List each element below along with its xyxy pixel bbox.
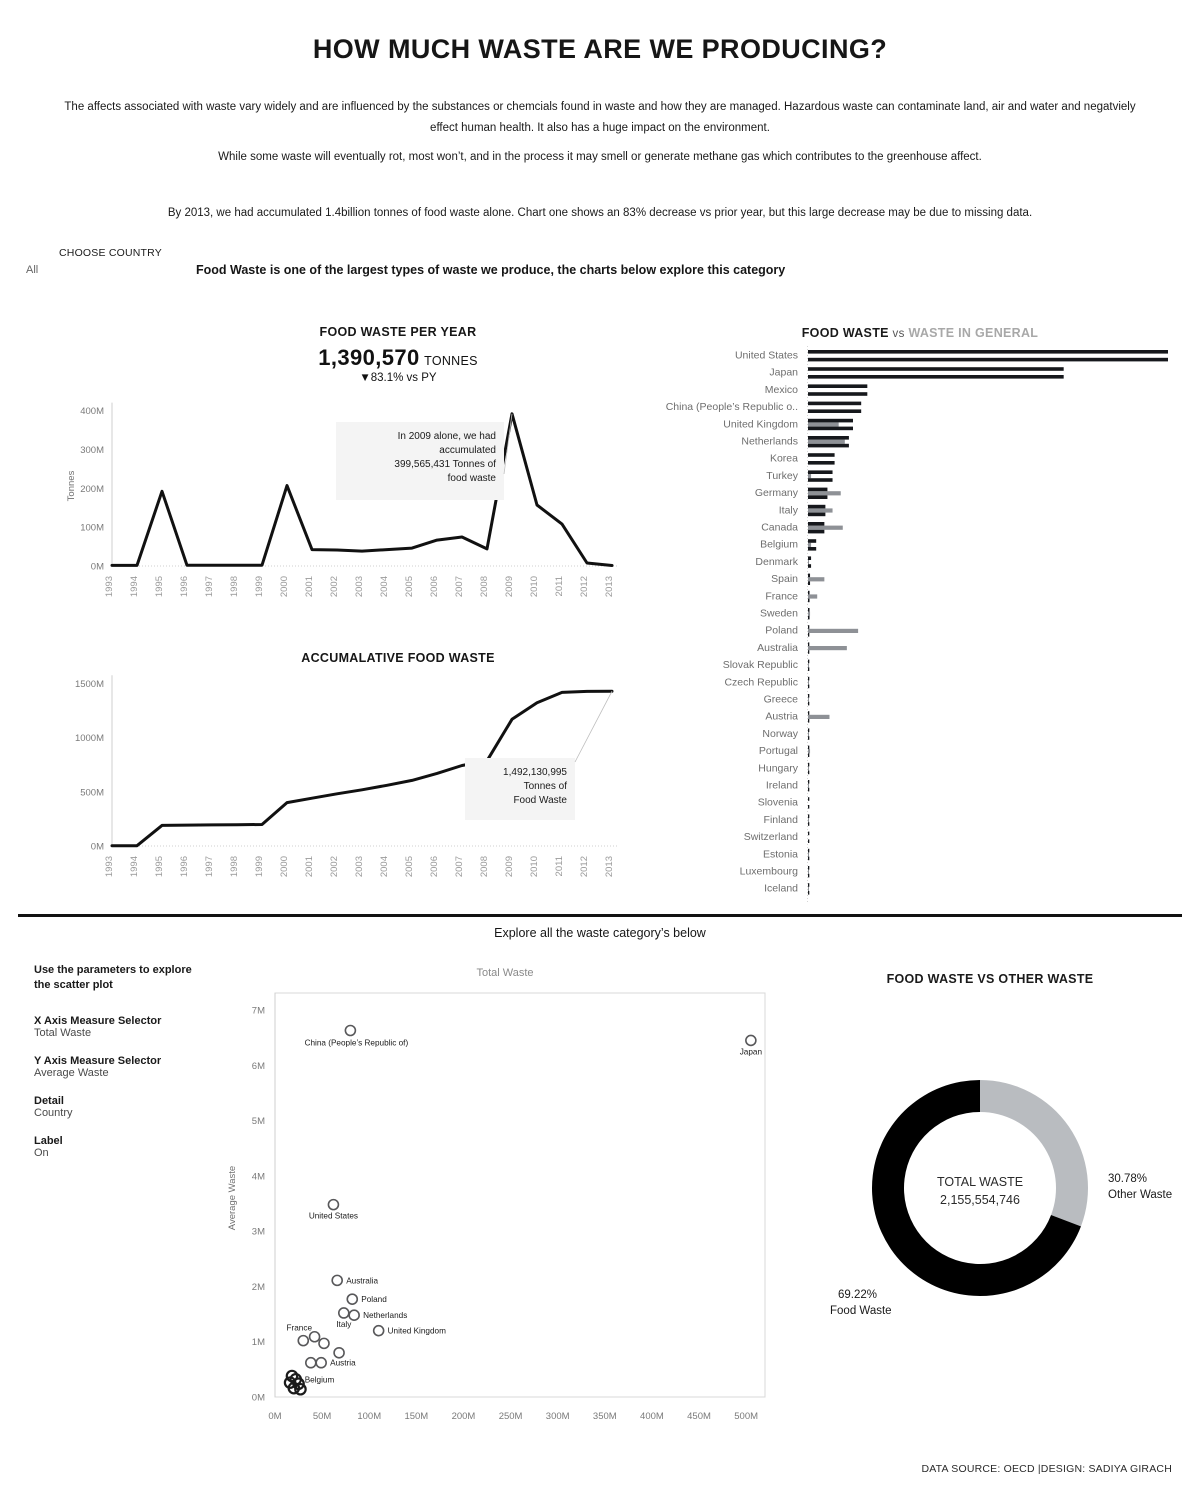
svg-text:Tonnes: Tonnes [66, 470, 77, 502]
svg-text:accumulated: accumulated [439, 445, 496, 456]
svg-text:Estonia: Estonia [762, 848, 798, 861]
svg-text:1995: 1995 [154, 856, 165, 878]
svg-text:2011: 2011 [554, 856, 565, 877]
svg-text:Japan: Japan [769, 366, 798, 379]
svg-text:1997: 1997 [204, 576, 215, 598]
svg-text:350M: 350M [592, 1411, 617, 1422]
svg-text:0M: 0M [90, 561, 104, 573]
param-x-axis-value[interactable]: Total Waste [34, 1027, 92, 1039]
svg-text:2006: 2006 [429, 856, 440, 878]
svg-text:2003: 2003 [354, 856, 365, 878]
svg-text:Luxembourg: Luxembourg [739, 865, 798, 878]
svg-text:Italy: Italy [336, 1319, 352, 1329]
svg-text:0M: 0M [251, 1392, 265, 1404]
svg-text:1994: 1994 [129, 856, 140, 878]
section-subtitle: Food Waste is one of the largest types of waste we produce, the charts below explore this category [196, 263, 786, 277]
svg-text:Switzerland: Switzerland [743, 831, 798, 844]
param-label-label: Label [34, 1135, 63, 1147]
country-filter-dropdown[interactable]: All [26, 264, 39, 276]
svg-text:TOTAL WASTE: TOTAL WASTE [936, 1175, 1024, 1189]
svg-text:2003: 2003 [354, 576, 365, 598]
svg-text:Sweden: Sweden [760, 607, 798, 620]
svg-text:Ireland: Ireland [765, 779, 798, 792]
svg-text:2011: 2011 [554, 576, 565, 597]
svg-text:200M: 200M [80, 483, 104, 495]
svg-text:1999: 1999 [254, 576, 265, 598]
svg-text:Slovak Republic: Slovak Republic [722, 659, 798, 672]
svg-text:1997: 1997 [204, 856, 215, 878]
svg-text:2008: 2008 [479, 856, 490, 878]
svg-text:400M: 400M [80, 406, 104, 418]
explore-section-header: Explore all the waste category’s below [494, 926, 706, 940]
svg-text:United States: United States [734, 349, 798, 362]
svg-text:1993: 1993 [104, 856, 115, 878]
svg-text:Korea: Korea [769, 452, 798, 465]
svg-text:1998: 1998 [229, 576, 240, 598]
kpi-delta: ▼83.1% vs PY [359, 372, 437, 384]
param-x-axis[interactable] [34, 1015, 194, 1039]
svg-text:2002: 2002 [329, 576, 340, 598]
scatter-chart-header: Total Waste [476, 967, 534, 979]
svg-text:500M: 500M [80, 787, 104, 799]
svg-text:2001: 2001 [304, 856, 315, 878]
svg-text:100M: 100M [357, 1411, 382, 1422]
section-divider [18, 914, 1182, 917]
svg-text:Denmark: Denmark [755, 555, 798, 568]
svg-text:300M: 300M [80, 444, 104, 456]
svg-text:2000: 2000 [279, 856, 290, 878]
svg-text:450M: 450M [687, 1411, 711, 1422]
svg-text:2,155,554,746: 2,155,554,746 [940, 1193, 1020, 1207]
svg-text:Canada: Canada [761, 521, 798, 534]
page-title: HOW MUCH WASTE ARE WE PRODUCING? [312, 34, 888, 64]
svg-text:Food Waste: Food Waste [513, 795, 567, 806]
choose-country-label: CHOOSE COUNTRY [59, 247, 162, 259]
svg-text:2012: 2012 [579, 856, 590, 878]
svg-text:0M: 0M [90, 841, 104, 853]
svg-text:1999: 1999 [254, 856, 265, 878]
svg-text:2009: 2009 [504, 856, 515, 878]
svg-text:1996: 1996 [179, 856, 190, 878]
svg-text:500M: 500M [734, 1411, 759, 1422]
svg-text:2005: 2005 [404, 856, 415, 878]
svg-text:Austria: Austria [330, 1358, 356, 1368]
svg-text:Poland: Poland [361, 1295, 387, 1305]
food-waste-per-year-title: FOOD WASTE PER YEAR [319, 325, 477, 339]
kpi-block [178, 345, 618, 371]
svg-text:Tonnes of: Tonnes of [523, 781, 567, 792]
svg-text:China (People’s Republic of): China (People’s Republic of) [304, 1038, 409, 1048]
param-label-value[interactable]: On [34, 1147, 49, 1159]
food-waste-per-year-chart [40, 392, 620, 612]
svg-text:2006: 2006 [429, 576, 440, 598]
param-x-axis-label: X Axis Measure Selector [34, 1015, 162, 1027]
svg-text:Belgium: Belgium [304, 1375, 335, 1385]
svg-text:2010: 2010 [529, 856, 540, 878]
food-waste-vs-general-chart [640, 346, 1185, 906]
svg-text:United Kingdom: United Kingdom [723, 418, 798, 431]
svg-text:30.78%: 30.78% [1108, 1173, 1148, 1185]
scatter-chart [205, 985, 775, 1445]
svg-text:Australia: Australia [757, 641, 798, 654]
svg-text:Netherlands: Netherlands [741, 435, 798, 448]
svg-text:Poland: Poland [765, 624, 798, 637]
svg-text:1995: 1995 [154, 576, 165, 598]
param-y-axis[interactable] [34, 1055, 194, 1079]
svg-text:2001: 2001 [304, 576, 315, 598]
svg-text:1994: 1994 [129, 576, 140, 598]
svg-text:Norway: Norway [762, 727, 798, 740]
svg-text:1000M: 1000M [74, 733, 104, 745]
svg-text:Average Waste: Average Waste [227, 1165, 238, 1231]
param-y-axis-label: Y Axis Measure Selector [34, 1055, 162, 1067]
svg-text:United States: United States [308, 1211, 359, 1221]
svg-text:7M: 7M [251, 1005, 265, 1017]
svg-text:69.22%: 69.22% [838, 1289, 878, 1301]
svg-text:Italy: Italy [778, 504, 798, 517]
svg-text:Australia: Australia [346, 1276, 379, 1286]
svg-text:200M: 200M [451, 1411, 476, 1422]
params-intro: Use the parameters to explore the scatter plot [34, 964, 192, 991]
scatter-parameters-panel [34, 963, 194, 1175]
svg-text:Other Waste: Other Waste [1108, 1189, 1173, 1201]
svg-text:Slovenia: Slovenia [757, 796, 798, 809]
svg-text:In 2009 alone, we had: In 2009 alone, we had [397, 431, 496, 442]
food-waste-vs-general-title [640, 326, 1200, 340]
svg-text:2013: 2013 [604, 856, 615, 878]
svg-text:6M: 6M [251, 1060, 265, 1072]
svg-text:399,565,431 Tonnes of: 399,565,431 Tonnes of [394, 459, 496, 470]
svg-text:1,492,130,995: 1,492,130,995 [503, 767, 567, 778]
bar-title-strong: FOOD WASTE [801, 326, 889, 340]
svg-text:France: France [286, 1323, 313, 1333]
svg-text:1993: 1993 [104, 576, 115, 598]
svg-text:Food Waste: Food Waste [830, 1305, 892, 1317]
svg-text:2000: 2000 [279, 576, 290, 598]
svg-text:Greece: Greece [763, 693, 798, 706]
svg-text:Belgium: Belgium [760, 538, 798, 551]
svg-text:2007: 2007 [454, 856, 465, 878]
svg-text:Netherlands: Netherlands [363, 1311, 408, 1321]
svg-text:Austria: Austria [765, 710, 798, 723]
svg-text:United Kingdom: United Kingdom [387, 1326, 446, 1336]
svg-text:250M: 250M [498, 1411, 523, 1422]
svg-text:Iceland: Iceland [764, 882, 798, 895]
svg-text:Finland: Finland [763, 813, 798, 826]
svg-text:2004: 2004 [379, 576, 390, 598]
svg-text:China (People’s Republic o..: China (People’s Republic o.. [665, 401, 798, 414]
svg-text:5M: 5M [251, 1116, 265, 1128]
svg-text:100M: 100M [80, 522, 104, 534]
svg-text:food waste: food waste [447, 473, 496, 484]
svg-text:2002: 2002 [329, 856, 340, 878]
intro-paragraph-2: While some waste will eventually rot, most won’t, and in the process it may smell or generate methane gas which contributes to the greenhouse affect. [218, 151, 982, 163]
svg-text:2005: 2005 [404, 576, 415, 598]
intro-paragraph-1: The affects associated with waste vary widely and are influenced by the substances or chemcials found in waste and how they are managed. Hazardous waste can contaminate land, air and water and negatviely effect human health. It also has a huge impact on the environment. [64, 101, 1136, 134]
svg-text:Hungary: Hungary [758, 762, 798, 775]
accumulative-food-waste-chart [40, 672, 620, 892]
svg-text:2007: 2007 [454, 576, 465, 598]
svg-text:Portugal: Portugal [758, 745, 798, 758]
food-waste-vs-other-waste-donut [790, 1020, 1200, 1350]
bar-title-dim: WASTE IN GENERAL [908, 326, 1039, 340]
svg-text:1500M: 1500M [74, 678, 104, 690]
svg-text:0M: 0M [268, 1411, 282, 1422]
svg-text:Germany: Germany [754, 487, 798, 500]
kpi-unit: TONNES [424, 354, 478, 368]
svg-text:2008: 2008 [479, 576, 490, 598]
svg-text:Japan: Japan [739, 1047, 763, 1057]
svg-text:1998: 1998 [229, 856, 240, 878]
svg-text:2013: 2013 [604, 576, 615, 598]
param-y-axis-value[interactable]: Average Waste [34, 1067, 109, 1079]
svg-text:Spain: Spain [771, 573, 798, 586]
svg-text:2012: 2012 [579, 576, 590, 598]
param-detail-value[interactable]: Country [34, 1107, 73, 1119]
svg-text:France: France [765, 590, 798, 603]
intro-paragraph-3: By 2013, we had accumulated 1.4billion tonnes of food waste alone. Chart one shows an 83% decrease vs prior year, but this large decrease may be due to missing data. [167, 207, 1033, 219]
svg-text:150M: 150M [404, 1411, 429, 1422]
bar-title-vs: vs [892, 328, 905, 340]
svg-text:Mexico: Mexico [764, 383, 798, 396]
param-label[interactable] [34, 1135, 194, 1159]
svg-text:300M: 300M [545, 1411, 570, 1422]
svg-text:Turkey: Turkey [766, 469, 798, 482]
accumulative-food-waste-title: ACCUMALATIVE FOOD WASTE [301, 651, 495, 665]
footer-credits: DATA SOURCE: OECD |DESIGN: SADIYA GIRACH [921, 1463, 1172, 1475]
svg-text:4M: 4M [251, 1171, 265, 1183]
svg-text:1M: 1M [251, 1337, 265, 1349]
svg-text:2010: 2010 [529, 576, 540, 598]
svg-text:Czech Republic: Czech Republic [724, 676, 798, 689]
svg-text:400M: 400M [640, 1411, 664, 1422]
kpi-value: 1,390,570 [318, 345, 420, 370]
donut-chart-title: FOOD WASTE VS OTHER WASTE [886, 972, 1094, 986]
param-detail-label: Detail [34, 1095, 64, 1107]
svg-text:1996: 1996 [179, 576, 190, 598]
svg-text:3M: 3M [251, 1226, 265, 1238]
param-detail[interactable] [34, 1095, 194, 1119]
svg-text:2009: 2009 [504, 576, 515, 598]
svg-text:50M: 50M [312, 1411, 332, 1422]
svg-text:2M: 2M [251, 1281, 265, 1293]
svg-text:2004: 2004 [379, 856, 390, 878]
